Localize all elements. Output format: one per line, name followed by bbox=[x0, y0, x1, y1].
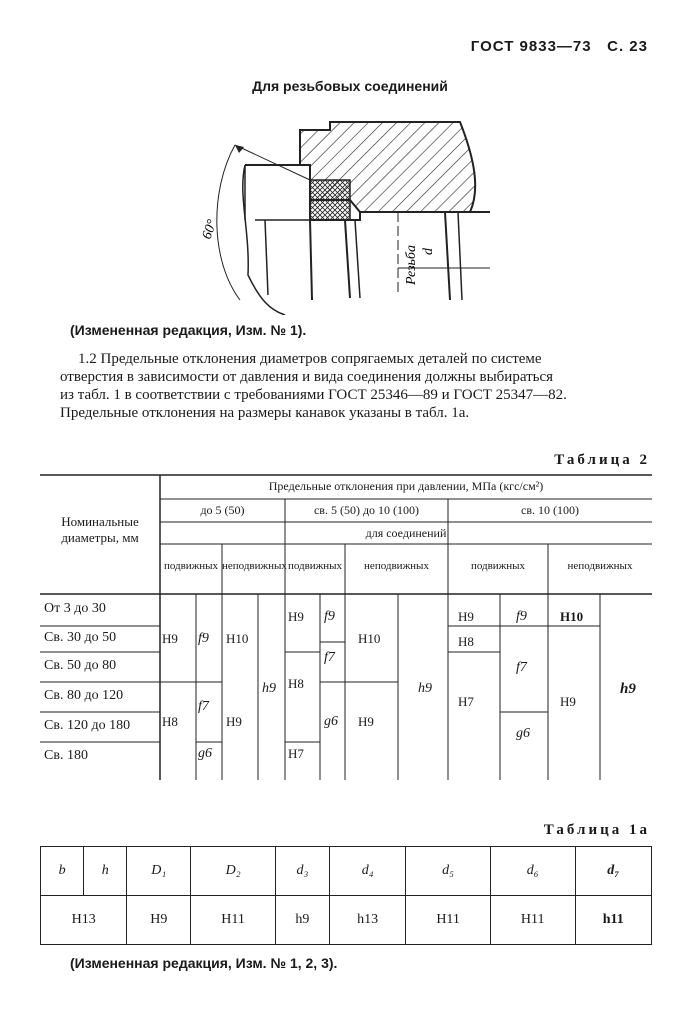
value-cell: H9 bbox=[127, 896, 191, 945]
row-label: Св. 80 до 120 bbox=[44, 688, 124, 703]
type-label: подвижных bbox=[163, 560, 219, 572]
page-number: С. 23 bbox=[607, 38, 648, 55]
table-row bbox=[41, 896, 652, 945]
tolerance-cell: H9 bbox=[358, 714, 374, 729]
paragraph-1-2 bbox=[60, 350, 660, 422]
table-2-text bbox=[40, 474, 652, 784]
type-label: неподвижных bbox=[567, 560, 633, 572]
angle-label: 60° bbox=[199, 217, 221, 242]
tolerance-cell: H10 bbox=[226, 631, 249, 646]
header-cell: b bbox=[41, 847, 84, 896]
tolerance-cell: h9 bbox=[262, 681, 276, 696]
standard-number: ГОСТ 9833—73 bbox=[470, 38, 592, 55]
tolerance-cell: g6 bbox=[324, 714, 338, 729]
figure-title: Для резьбовых соединений bbox=[252, 78, 448, 94]
table-1a bbox=[40, 846, 652, 945]
page-header bbox=[471, 38, 648, 55]
value-cell: h11 bbox=[575, 896, 652, 945]
seal-ring bbox=[310, 180, 350, 220]
tolerance-cell: g6 bbox=[198, 746, 212, 761]
type-label: неподвижных bbox=[222, 560, 287, 572]
header-cell: d₆ bbox=[490, 847, 575, 896]
column-header-diameters: Номинальные диаметры, мм bbox=[61, 514, 139, 545]
tolerance-cell: H7 bbox=[458, 694, 474, 709]
pressure-range: св. 10 (100) bbox=[521, 503, 579, 517]
diameter-label: d bbox=[421, 248, 436, 255]
connection-header: для соединений bbox=[365, 526, 447, 540]
pressure-range: до 5 (50) bbox=[200, 503, 245, 517]
type-label: подвижных bbox=[470, 560, 526, 572]
tolerance-cell: H8 bbox=[458, 634, 474, 649]
tolerance-cell: H9 bbox=[162, 631, 178, 646]
tolerance-cell: g6 bbox=[516, 726, 530, 741]
tolerance-cell: f7 bbox=[516, 660, 527, 675]
header-cell: h bbox=[84, 847, 127, 896]
header-cell: d₇ bbox=[575, 847, 652, 896]
tolerance-cell: f9 bbox=[516, 609, 527, 624]
amendment-note-1: (Измененная редакция, Изм. № 1). bbox=[70, 322, 307, 338]
tolerance-cell: H9 bbox=[288, 609, 304, 624]
thread-connection-drawing bbox=[150, 100, 530, 315]
pressure-header: Предельные отклонения при давлении, МПа (кгс/см²) bbox=[268, 479, 544, 493]
tolerance-cell: H8 bbox=[162, 714, 178, 729]
value-cell: h13 bbox=[329, 896, 405, 945]
header-cell: d₃ bbox=[275, 847, 329, 896]
tolerance-cell: f7 bbox=[324, 650, 335, 665]
row-label: Св. 50 до 80 bbox=[44, 658, 117, 673]
header-cell: D₂ bbox=[191, 847, 276, 896]
type-label: подвижных bbox=[287, 560, 343, 572]
row-label: Св. 180 bbox=[44, 748, 88, 763]
value-cell: H13 bbox=[41, 896, 127, 945]
paragraph-line: из табл. 1 в соответствии с требованиями ГОСТ 25346—89 и ГОСТ 25347—82. bbox=[60, 387, 567, 403]
row-label: От 3 до 30 bbox=[44, 601, 106, 616]
tolerance-cell: H9 bbox=[226, 714, 242, 729]
tolerance-cell: H7 bbox=[288, 746, 304, 761]
value-cell: H11 bbox=[490, 896, 575, 945]
table-2-caption: Таблица 2 bbox=[554, 452, 650, 468]
pressure-range: св. 5 (50) до 10 (100) bbox=[313, 503, 420, 517]
row-label: Св. 120 до 180 bbox=[44, 718, 131, 733]
tolerance-cell: H10 bbox=[358, 631, 381, 646]
header-cell: D₁ bbox=[127, 847, 191, 896]
tolerance-cell: H9 bbox=[560, 694, 576, 709]
paragraph-line: Предельные отклонения на размеры канавок указаны в табл. 1а. bbox=[60, 405, 470, 421]
table-header-row bbox=[41, 847, 652, 896]
header-cell: d₄ bbox=[329, 847, 405, 896]
tolerance-cell: H9 bbox=[458, 609, 474, 624]
row-label: Св. 30 до 50 bbox=[44, 630, 117, 645]
tolerance-cell: f7 bbox=[198, 699, 209, 714]
table-1a-caption: Таблица 1а bbox=[543, 822, 650, 838]
paragraph-line: отверстия в зависимости от давления и вида соединения должны выбираться bbox=[60, 369, 554, 385]
type-label: неподвижных bbox=[364, 560, 429, 572]
tolerance-cell: h9 bbox=[620, 681, 636, 697]
tolerance-cell: f9 bbox=[198, 631, 209, 646]
value-cell: H11 bbox=[406, 896, 491, 945]
amendment-note-2: (Измененная редакция, Изм. № 1, 2, 3). bbox=[70, 955, 338, 971]
tolerance-cell: H8 bbox=[288, 676, 304, 691]
tolerance-cell: f9 bbox=[324, 609, 335, 624]
thread-label: Резьба bbox=[404, 245, 419, 285]
value-cell: h9 bbox=[275, 896, 329, 945]
header-cell: d₅ bbox=[406, 847, 491, 896]
tolerance-cell: h9 bbox=[418, 681, 432, 696]
tolerance-cell: H10 bbox=[560, 609, 584, 624]
paragraph-line: 1.2 Предельные отклонения диаметров сопрягаемых деталей по системе bbox=[78, 351, 542, 367]
value-cell: H11 bbox=[191, 896, 276, 945]
